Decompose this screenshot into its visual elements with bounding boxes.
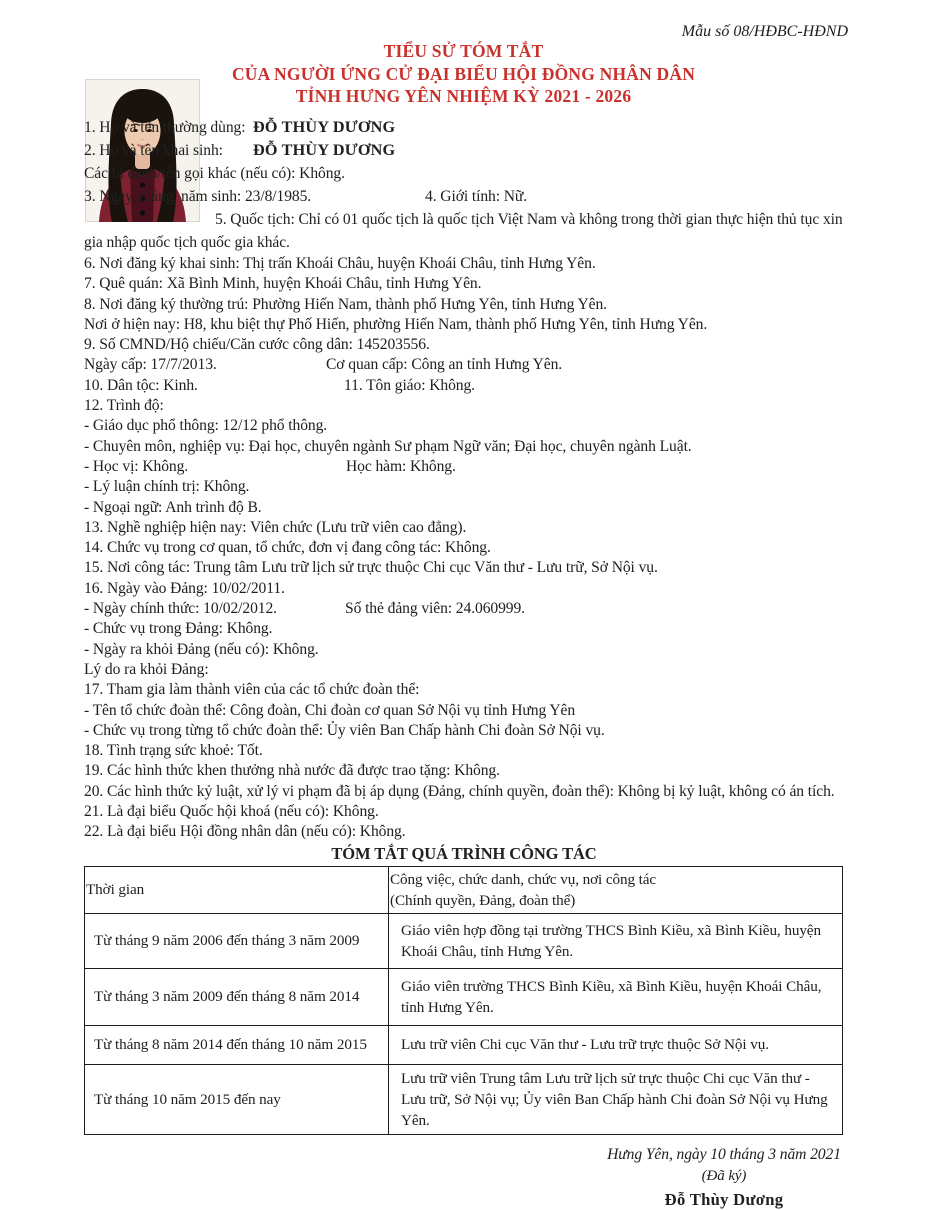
field-party-position: - Chức vụ trong Đảng: Không. [84, 620, 273, 638]
field-academic-degree [84, 457, 844, 477]
field-workplace: 15. Nơi công tác: Trung tâm Lưu trữ lịch sử trực thuộc Chi cục Văn thư - Lưu trữ, Sở Nội vụ. [84, 559, 658, 577]
field-disciplinary-record: 20. Các hình thức kỷ luật, xử lý vi phạm đã bị áp dụng (Đảng, chính quyền, đoàn thể): Không bị kỷ luật, không có án tích. [84, 782, 835, 800]
column-header-time: Thời gian [85, 866, 389, 913]
field-current-position: 14. Chức vụ trong cơ quan, tổ chức, đơn vị đang công tác: Không. [84, 539, 491, 557]
field-political-theory: - Lý luận chính trị: Không. [84, 478, 250, 496]
work-description: Lưu trữ viên Trung tâm Lưu trữ lịch sử trực thuộc Chi cục Văn thư - Lưu trữ, Sở Nội vụ; Ủy viên Ban Chấp hành Chi đoàn Sở Nội vụ Hưng Yên. [389, 1064, 843, 1134]
work-history-title: TÓM TẮT QUÁ TRÌNH CÔNG TÁC [331, 843, 597, 863]
work-description: Giáo viên hợp đồng tại trường THCS Bình Kiều, xã Bình Kiều, huyện Khoái Châu, tỉnh Hưng Yên. [389, 913, 843, 968]
field-health-status: 18. Tình trạng sức khoẻ: Tốt. [84, 742, 263, 760]
field-party-leave-reason: Lý do ra khỏi Đảng: [84, 660, 209, 678]
field-education: 12. Trình độ: [84, 397, 164, 415]
field-party-official [84, 599, 844, 619]
table-row [85, 1025, 843, 1064]
field-professional-education: - Chuyên môn, nghiệp vụ: Đại học, chuyên ngành Sư phạm Ngữ văn; Đại học, chuyên ngành Luật. [84, 437, 692, 455]
field-nationality: 5. Quốc tịch: Chỉ có 01 quốc tịch là quốc tịch Việt Nam và không trong thời gian thực hiện thủ tục xin gia nhập quốc tịch quốc gia khác. [84, 211, 843, 251]
field-aliases: Các bí danh/tên gọi khác (nếu có): Không. [84, 165, 345, 182]
field-birth-date [84, 185, 844, 208]
field-common-name-value: ĐỖ THÙY DƯƠNG [253, 118, 396, 136]
doc-title-line-2: CỦA NGƯỜI ỨNG CỬ ĐẠI BIỂU HỘI ĐỒNG NHÂN DÂN [231, 63, 696, 84]
field-birth-name [84, 139, 844, 162]
column-header-job-line-1: Công việc, chức danh, chức vụ, nơi công tác [390, 870, 657, 888]
field-home-town: 7. Quê quán: Xã Bình Minh, huyện Khoái Châu, tỉnh Hưng Yên. [84, 275, 482, 293]
field-peoples-council: 22. Là đại biểu Hội đồng nhân dân (nếu có): Không. [84, 823, 406, 841]
field-gender: 4. Giới tính: Nữ. [425, 188, 528, 205]
field-birth-date-text: 3. Ngày, tháng, năm sinh: 23/8/1985. [84, 188, 312, 205]
field-degree: - Học vị: Không. [84, 457, 189, 475]
field-registered-residence: 8. Nơi đăng ký thường trú: Phường Hiến Nam, thành phố Hưng Yên, tỉnh Hưng Yên. [84, 295, 607, 313]
field-organization-names: - Tên tổ chức đoàn thể: Công đoàn, Chi đoàn cơ quan Sở Nội vụ tỉnh Hưng Yên [84, 701, 576, 719]
field-common-name [84, 116, 844, 139]
table-row [85, 968, 843, 1025]
signature-name: Đỗ Thùy Dương [664, 1189, 784, 1209]
field-general-education: - Giáo dục phổ thông: 12/12 phổ thông. [84, 417, 328, 435]
field-ethnicity-religion [84, 376, 844, 396]
field-party-official-date: - Ngày chính thức: 10/02/2012. [84, 600, 277, 618]
field-organization-positions: - Chức vụ trong từng tổ chức đoàn thể: Ủy viên Ban Chấp hành Chi đoàn Sở Nội vụ. [84, 721, 605, 739]
work-description: Lưu trữ viên Chi cục Văn thư - Lưu trữ trực thuộc Sở Nội vụ. [389, 1025, 843, 1064]
signature-signed-note: (Đã ký) [701, 1167, 747, 1184]
field-current-residence: Nơi ở hiện nay: H8, khu biệt thự Phố Hiến, phường Hiến Nam, thành phố Hưng Yên, tỉnh Hưng Yên. [84, 315, 708, 333]
field-id-issue-date: Ngày cấp: 17/7/2013. [84, 356, 217, 374]
field-academic-title: Học hàm: Không. [346, 457, 456, 475]
field-foreign-language: - Ngoại ngữ: Anh trình độ B. [84, 498, 262, 516]
field-religion: 11. Tôn giáo: Không. [344, 376, 475, 394]
field-party-leave-date: - Ngày ra khỏi Đảng (nếu có): Không. [84, 640, 319, 658]
field-awards: 19. Các hình thức khen thưởng nhà nước đã được trao tặng: Không. [84, 762, 500, 780]
field-birth-name-label: 2. Họ và tên khai sinh: [84, 142, 223, 159]
column-header-job-line-2: (Chính quyền, Đảng, đoàn thể) [390, 891, 576, 909]
column-header-job [389, 866, 843, 913]
field-national-assembly: 21. Là đại biểu Quốc hội khoá (nếu có): Không. [84, 803, 379, 821]
field-id-issuer: Cơ quan cấp: Công an tỉnh Hưng Yên. [326, 356, 563, 374]
form-number: Mẫu số 08/HĐBC-HĐND [681, 23, 848, 40]
work-period: Từ tháng 9 năm 2006 đến tháng 3 năm 2009 [85, 913, 389, 968]
work-history-table [84, 866, 843, 1135]
table-row [85, 1064, 843, 1134]
field-birth-place: 6. Nơi đăng ký khai sinh: Thị trấn Khoái Châu, huyện Khoái Châu, tỉnh Hưng Yên. [84, 255, 596, 272]
work-description: Giáo viên trường THCS Bình Kiều, xã Bình Kiều, huyện Khoái Châu, tỉnh Hưng Yên. [389, 968, 843, 1025]
field-party-card-number: Số thẻ đảng viên: 24.060999. [345, 600, 525, 618]
field-birth-name-value: ĐỖ THÙY DƯƠNG [253, 141, 396, 159]
doc-title-line-3: TỈNH HƯNG YÊN NHIỆM KỲ 2021 - 2026 [295, 86, 632, 106]
field-current-occupation: 13. Nghề nghiệp hiện nay: Viên chức (Lưu trữ viên cao đẳng). [84, 518, 467, 536]
work-history-header-row [85, 866, 843, 913]
doc-title-line-1: TIỂU SỬ TÓM TẮT [383, 41, 544, 61]
field-ethnicity: 10. Dân tộc: Kinh. [84, 376, 198, 394]
field-party-join-date: 16. Ngày vào Đảng: 10/02/2011. [84, 579, 285, 597]
document-body [84, 116, 844, 1210]
personal-info-top [84, 116, 844, 254]
table-row [85, 913, 843, 968]
field-id-issue [84, 355, 844, 375]
field-organizations: 17. Tham gia làm thành viên của các tổ chức đoàn thể: [84, 681, 420, 699]
field-common-name-label: 1. Họ và tên thường dùng: [84, 119, 246, 136]
field-id-number: 9. Số CMND/Hộ chiếu/Căn cước công dân: 145203556. [84, 336, 430, 354]
signature-place-date: Hưng Yên, ngày 10 tháng 3 năm 2021 [607, 1145, 841, 1163]
work-period: Từ tháng 3 năm 2009 đến tháng 8 năm 2014 [85, 968, 389, 1025]
work-period: Từ tháng 10 năm 2015 đến nay [85, 1064, 389, 1134]
personal-info-list [84, 254, 844, 843]
work-period: Từ tháng 8 năm 2014 đến tháng 10 năm 2015 [85, 1025, 389, 1064]
